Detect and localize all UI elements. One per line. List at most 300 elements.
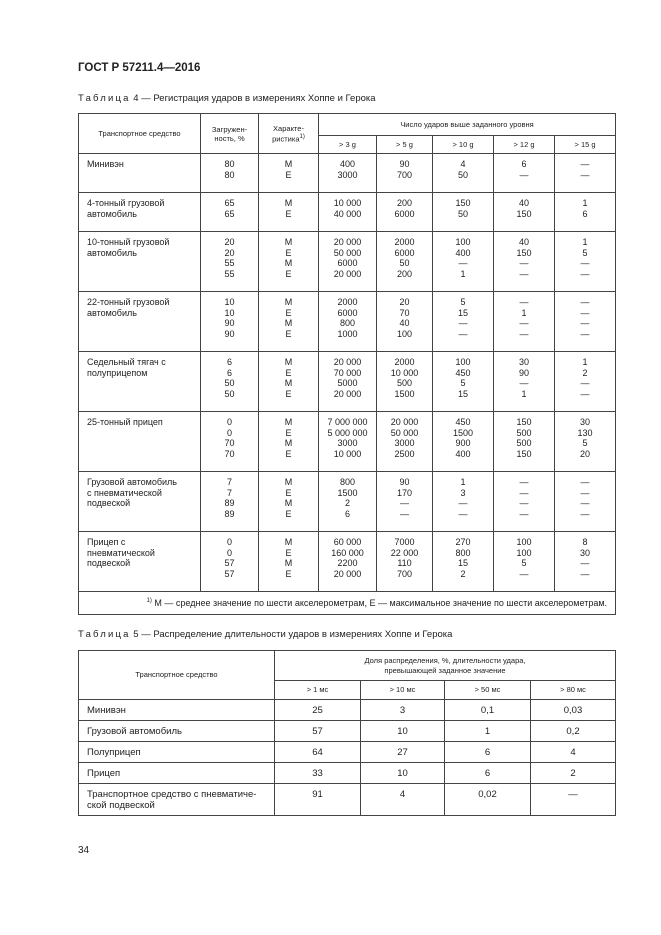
cell-line: 200 (396, 268, 413, 279)
t4-cell-g10 (433, 232, 494, 292)
table-row (79, 154, 616, 193)
cell-line: 800 (455, 547, 471, 558)
cell-line: 20 000 (390, 417, 419, 427)
t4-header-level: > 3 g (319, 136, 377, 154)
cell-line: — (580, 477, 590, 487)
cell-line: Прицеп с (87, 537, 126, 547)
t4-header-vehicle: Транспортное средство (79, 114, 201, 154)
cell-line: 2500 (394, 448, 415, 459)
cell-line: 57 (224, 568, 235, 579)
table-row (79, 721, 616, 742)
cell-line: 7 (226, 487, 232, 498)
t4-cell-g3 (319, 232, 377, 292)
cell-line: 6000 (337, 258, 358, 268)
cell-line: 10 (224, 297, 235, 307)
cell-line: 6 (521, 159, 527, 169)
cell-line: — (580, 568, 590, 579)
t4-footnote (79, 592, 616, 615)
cell-line: 8 (582, 537, 588, 547)
cell-line: 40 (518, 198, 529, 208)
cell-line: автомобиль (87, 307, 137, 318)
page-number: 34 (78, 845, 90, 856)
t4-cell-load (201, 412, 259, 472)
cell-line: 5 (460, 297, 466, 307)
cell-line: 10 000 (333, 448, 362, 459)
cell-line: 70 (224, 448, 235, 459)
cell-line: полуприцепом (87, 367, 148, 378)
cell-line: 1 (582, 237, 588, 247)
cell-line: — (580, 169, 590, 180)
cell-line: Грузовой автомобиль (87, 477, 177, 487)
cell-line: — (519, 498, 529, 508)
t4-cell-g3 (319, 292, 377, 352)
cell-line: 10 000 (333, 198, 362, 208)
cell-line: 90 (224, 318, 235, 328)
cell-line: 700 (396, 568, 413, 579)
cell-line: — (458, 328, 468, 339)
cell-line: 20 000 (333, 388, 362, 399)
table-row (79, 784, 616, 816)
t5-cell-value: 6 (445, 763, 531, 784)
cell-line: — (519, 258, 529, 268)
t4-header-level: > 10 g (433, 136, 494, 154)
t4-cell-load (201, 154, 259, 193)
cell-line: E (285, 388, 292, 399)
t4-cell-g3 (319, 154, 377, 193)
cell-line: E (285, 247, 292, 258)
cell-line: Грузовой автомобиль (87, 726, 182, 737)
cell-line: автомобиль (87, 247, 137, 258)
cell-line: — (400, 508, 409, 519)
cell-line: 20 (399, 297, 410, 307)
cell-line: M (284, 378, 293, 388)
t4-cell-g10 (433, 412, 494, 472)
cell-line: 4-тонный грузовой (87, 198, 165, 208)
footnote-text: М — среднее значение по шести акселерометрам, Е — максимальное значение по шести акселерометрам. (154, 598, 608, 608)
t4-header-shock-group: Число ударов выше заданного уровня (319, 114, 616, 136)
t5-cell-value: 57 (275, 721, 361, 742)
cell-line: — (519, 487, 529, 498)
t5-cell-value: 3 (361, 700, 445, 721)
cell-line: — (580, 328, 590, 339)
cell-line: — (519, 169, 529, 180)
cell-line: 30 (580, 417, 591, 427)
cell-line: 1 (521, 307, 527, 318)
cell-line: 6 (226, 367, 232, 378)
table4-caption-label: Таблица (78, 93, 131, 104)
cell-line: 89 (224, 498, 235, 508)
t5-cell-value: 10 (361, 763, 445, 784)
cell-line: E (285, 367, 292, 378)
cell-line: E (285, 268, 292, 279)
table-row (79, 763, 616, 784)
table-row (79, 352, 616, 412)
cell-line: — (519, 378, 529, 388)
cell-line: 6 (226, 357, 232, 367)
t5-cell-value: 0,2 (531, 721, 616, 742)
cell-line: — (519, 328, 529, 339)
t4-cell-g10 (433, 532, 494, 592)
t4-cell-vehicle (79, 292, 201, 352)
t4-cell-g15 (555, 292, 616, 352)
table-row (79, 472, 616, 532)
cell-line: 1 (521, 388, 527, 399)
t4-cell-g12 (494, 292, 555, 352)
cell-line: ской подвеской (87, 800, 155, 811)
t4-cell-char (259, 352, 319, 412)
t5-cell-value: 0,03 (531, 700, 616, 721)
cell-line: — (458, 508, 468, 519)
cell-line: 1000 (337, 328, 358, 339)
cell-line: 110 (397, 558, 412, 568)
table-footnote-row (79, 592, 616, 615)
t4-cell-g15 (555, 352, 616, 412)
t5-cell-vehicle (79, 763, 275, 784)
cell-line: 50 (399, 258, 410, 268)
cell-line: 15 (457, 388, 468, 399)
cell-line: 25-тонный прицеп (87, 417, 163, 427)
cell-line: 60 000 (333, 537, 362, 547)
cell-line: 2000 (394, 357, 415, 367)
cell-line: — (519, 268, 529, 279)
cell-line: 20 000 (333, 268, 362, 279)
t4-cell-load (201, 472, 259, 532)
t4-cell-vehicle (79, 472, 201, 532)
t4-cell-load (201, 532, 259, 592)
cell-line: 900 (455, 438, 471, 448)
cell-line: M (284, 558, 293, 568)
t5-cell-value: 27 (361, 742, 445, 763)
t4-cell-g12 (494, 193, 555, 232)
t5-cell-value: 2 (531, 763, 616, 784)
t4-cell-char (259, 193, 319, 232)
cell-line: M (284, 237, 293, 247)
cell-line: — (580, 307, 590, 318)
cell-line: 40 (399, 318, 410, 328)
t4-cell-g10 (433, 193, 494, 232)
cell-line: подвеской (87, 558, 131, 568)
cell-line: 20 (224, 247, 235, 258)
t5-cell-vehicle (79, 784, 275, 816)
cell-line: E (285, 448, 292, 459)
cell-line: — (580, 388, 590, 399)
cell-line: 400 (455, 448, 471, 459)
cell-line: — (458, 498, 468, 508)
cell-line: 90 (399, 477, 410, 487)
cell-line: 7 (226, 477, 232, 487)
cell-line: 2200 (337, 558, 358, 568)
cell-line: 450 (455, 367, 471, 378)
cell-line: M (284, 198, 293, 208)
t4-cell-g15 (555, 472, 616, 532)
t4-cell-g3 (319, 193, 377, 232)
cell-line: Минивэн (87, 705, 126, 716)
cell-line: 30 (580, 547, 591, 558)
t4-cell-char (259, 232, 319, 292)
cell-line: 50 (457, 169, 468, 180)
t4-cell-char (259, 154, 319, 193)
t4-cell-load (201, 193, 259, 232)
cell-line: 10 (224, 307, 235, 318)
t4-cell-g5 (377, 532, 433, 592)
cell-line: 20 000 (333, 357, 362, 367)
cell-line: — (519, 568, 529, 579)
t4-cell-g5 (377, 292, 433, 352)
cell-line: 90 (518, 367, 529, 378)
t4-cell-vehicle (79, 412, 201, 472)
cell-line: 2 (344, 498, 350, 508)
t4-cell-g15 (555, 232, 616, 292)
cell-line: подвеской (87, 498, 131, 508)
cell-line: M (284, 438, 293, 448)
cell-line: 90 (224, 328, 235, 339)
cell-line: 150 (516, 208, 532, 219)
table-row (79, 700, 616, 721)
footnote-marker: 1) (146, 598, 152, 604)
t5-cell-value: 91 (275, 784, 361, 816)
cell-line: E (285, 208, 292, 219)
cell-line: E (285, 328, 292, 339)
t4-cell-g10 (433, 352, 494, 412)
table5-caption-text: — Распределение длительности ударов в измерениях Хоппе и Герока (141, 629, 453, 640)
t5-header-level: > 50 мс (445, 681, 531, 700)
cell-line: 6000 (394, 208, 415, 219)
cell-line: 170 (396, 487, 413, 498)
t4-cell-g5 (377, 193, 433, 232)
cell-line: 400 (339, 159, 356, 169)
cell-line: 10-тонный грузовой (87, 237, 170, 247)
cell-line: 70 (399, 307, 410, 318)
t4-cell-g15 (555, 154, 616, 193)
t4-cell-g15 (555, 532, 616, 592)
cell-line: 50 000 (333, 247, 362, 258)
cell-line: пневматической (87, 547, 155, 558)
cell-line: 3 (460, 487, 466, 498)
t5-cell-value: 6 (445, 742, 531, 763)
cell-line: автомобиль (87, 208, 137, 219)
cell-line: E (285, 169, 292, 180)
table4-shock-counts (78, 113, 616, 615)
cell-line: M (284, 357, 293, 367)
cell-line: — (458, 318, 468, 328)
t5-cell-value: 1 (445, 721, 531, 742)
cell-line: E (285, 487, 292, 498)
cell-line: 3000 (394, 438, 415, 448)
cell-line: 70 (224, 438, 235, 448)
cell-line: 1 (582, 198, 588, 208)
t5-header-group: Доля распределения, %, длительности удара, превышающей заданное значение (275, 651, 616, 681)
cell-line: 6000 (394, 247, 415, 258)
cell-line: — (458, 258, 468, 268)
cell-line: 65 (224, 208, 235, 219)
t5-header-level: > 80 мс (531, 681, 616, 700)
t4-cell-vehicle (79, 154, 201, 193)
cell-line: M (284, 498, 293, 508)
cell-line: 2 (460, 568, 466, 579)
t4-header-level: > 15 g (555, 136, 616, 154)
cell-line: 0 (226, 537, 232, 547)
t4-cell-vehicle (79, 232, 201, 292)
table4-caption-number: 4 (133, 93, 139, 104)
cell-line: 800 (339, 477, 356, 487)
cell-line: 70 000 (333, 367, 362, 378)
cell-line: M (284, 417, 293, 427)
table5-caption-number: 5 (133, 629, 139, 640)
cell-line: 20 000 (333, 568, 362, 579)
cell-line: 100 (455, 357, 471, 367)
cell-line: E (285, 547, 292, 558)
cell-line: 6000 (337, 307, 358, 318)
cell-line: 15 (457, 307, 468, 318)
cell-line: — (580, 268, 590, 279)
table-row (79, 742, 616, 763)
t4-cell-g3 (319, 532, 377, 592)
cell-line: 3000 (337, 438, 358, 448)
t4-cell-g10 (433, 154, 494, 193)
t5-cell-value: 25 (275, 700, 361, 721)
document-header: ГОСТ Р 57211.4—2016 (78, 62, 201, 74)
t4-cell-g12 (494, 352, 555, 412)
t4-cell-g5 (377, 154, 433, 193)
t4-header-level: > 12 g (494, 136, 555, 154)
t5-cell-value: — (531, 784, 616, 816)
cell-line: 20 (580, 448, 591, 459)
t4-cell-load (201, 232, 259, 292)
t5-cell-value: 0,1 (445, 700, 531, 721)
cell-line: M (284, 159, 293, 169)
cell-line: 65 (224, 198, 235, 208)
cell-line: 90 (399, 159, 410, 169)
t4-cell-g3 (319, 352, 377, 412)
t4-cell-g3 (319, 472, 377, 532)
cell-line: 55 (224, 268, 235, 279)
t4-cell-g15 (555, 193, 616, 232)
table5-caption (78, 629, 452, 640)
cell-line: Седельный тягач с (87, 357, 166, 367)
cell-line: 6 (344, 508, 350, 519)
t5-cell-value: 64 (275, 742, 361, 763)
cell-line: 80 (224, 169, 235, 180)
cell-line: 2000 (394, 237, 415, 247)
cell-line: 1 (460, 268, 466, 279)
t4-cell-load (201, 352, 259, 412)
cell-line: 7 000 000 (327, 417, 368, 427)
cell-line: 500 (516, 427, 532, 438)
table-row (79, 193, 616, 232)
t5-cell-vehicle (79, 742, 275, 763)
cell-line: 2 (582, 367, 588, 378)
t4-cell-g12 (494, 532, 555, 592)
t5-cell-vehicle (79, 721, 275, 742)
t5-header-level: > 1 мс (275, 681, 361, 700)
cell-line: 150 (516, 247, 532, 258)
t4-cell-g12 (494, 154, 555, 193)
cell-line: Прицеп (87, 768, 121, 779)
cell-line: 0 (226, 547, 232, 558)
cell-line: — (519, 508, 529, 519)
t4-cell-load (201, 292, 259, 352)
cell-line: 5 (521, 558, 527, 568)
cell-line: M (284, 318, 293, 328)
cell-line: 7000 (394, 537, 415, 547)
cell-line: 400 (455, 247, 471, 258)
cell-line: 1500 (337, 487, 358, 498)
cell-line: 40 000 (333, 208, 362, 219)
cell-line: 80 (224, 159, 235, 169)
t4-cell-g5 (377, 412, 433, 472)
cell-line: 2000 (337, 297, 358, 307)
table-row (79, 292, 616, 352)
cell-line: 40 (518, 237, 529, 247)
cell-line: 50 (457, 208, 468, 219)
t5-cell-vehicle (79, 700, 275, 721)
t4-header-level: > 5 g (377, 136, 433, 154)
t4-cell-g5 (377, 472, 433, 532)
cell-line: 700 (396, 169, 413, 180)
t4-cell-g15 (555, 412, 616, 472)
cell-line: 50 000 (390, 427, 419, 438)
cell-line: — (580, 498, 590, 508)
table-row (79, 412, 616, 472)
cell-line: 5 (582, 438, 588, 448)
t5-cell-value: 0,02 (445, 784, 531, 816)
cell-line: 450 (455, 417, 471, 427)
cell-line: Транспортное средство с пневматиче- (87, 789, 257, 800)
t4-cell-vehicle (79, 193, 201, 232)
cell-line: — (519, 477, 529, 487)
t4-cell-g12 (494, 472, 555, 532)
t5-header-level: > 10 мс (361, 681, 445, 700)
cell-line: 20 000 (333, 237, 362, 247)
cell-line: — (519, 297, 529, 307)
table5-duration-distribution (78, 650, 616, 816)
cell-line: 20 (224, 237, 235, 247)
cell-line: M (284, 258, 293, 268)
t4-cell-char (259, 292, 319, 352)
t4-header-load: Загружен- ность, % (201, 114, 259, 154)
t4-cell-char (259, 532, 319, 592)
cell-line: 800 (339, 318, 356, 328)
cell-line: 0 (226, 427, 232, 438)
cell-line: Полуприцеп (87, 747, 141, 758)
t4-cell-vehicle (79, 532, 201, 592)
t4-cell-g12 (494, 232, 555, 292)
cell-line: — (580, 558, 590, 568)
cell-line: — (580, 159, 590, 169)
cell-line: 5 000 000 (327, 427, 368, 438)
cell-line: 150 (516, 448, 532, 459)
cell-line: 22 000 (390, 547, 419, 558)
t4-cell-g3 (319, 412, 377, 472)
t4-cell-g5 (377, 352, 433, 412)
table-row (79, 532, 616, 592)
table4-caption (78, 93, 376, 104)
cell-line: 5 (460, 378, 466, 388)
cell-line: E (285, 568, 292, 579)
t5-cell-value: 4 (361, 784, 445, 816)
cell-line: 100 (396, 328, 413, 339)
cell-line: 15 (457, 558, 468, 568)
cell-line: 1500 (452, 427, 474, 438)
cell-line: E (285, 508, 292, 519)
table4-caption-text: — Регистрация ударов в измерениях Хоппе и Герока (141, 93, 376, 104)
t4-cell-g12 (494, 412, 555, 472)
cell-line: 50 (224, 388, 235, 399)
cell-line: 160 000 (331, 547, 364, 558)
t4-cell-g10 (433, 472, 494, 532)
cell-line: — (580, 318, 590, 328)
cell-line: E (285, 427, 292, 438)
